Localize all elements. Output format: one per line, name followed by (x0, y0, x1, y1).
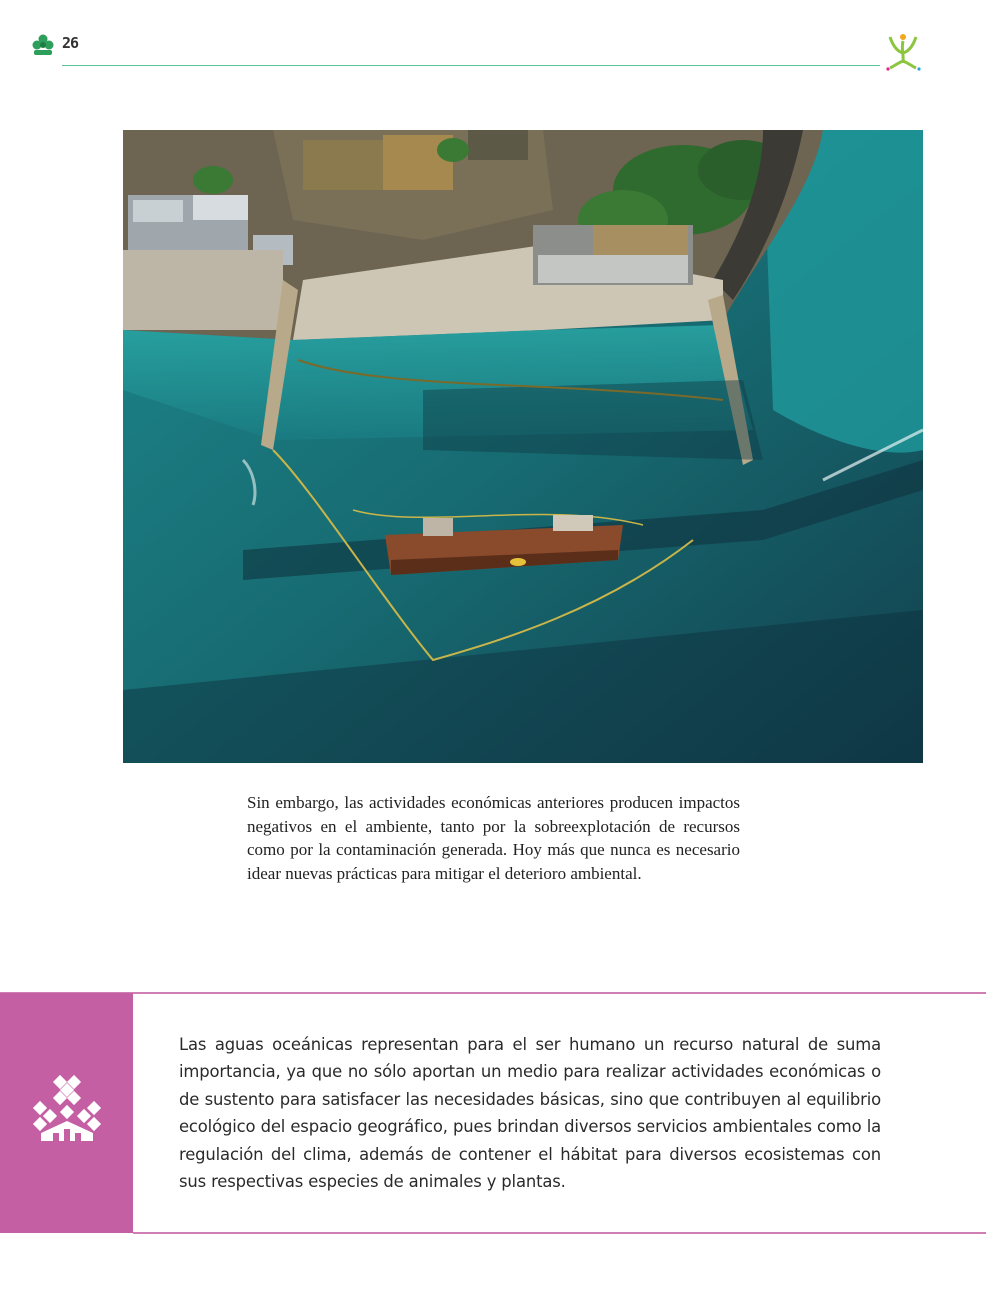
clover-flower-icon (31, 33, 55, 57)
photo-caption: Sin embargo, las actividades económicas anteriores producen impactos negativos en el ambiente, tanto por la sobreexplotación de recursos como por la contaminación generada. Hoy más que nunca es necesario idear nuevas prácticas para mitigar el deterioro ambiental. (247, 793, 740, 883)
decorative-flower-pattern-icon (31, 1073, 103, 1145)
info-box-bottom-border (133, 1232, 986, 1234)
aerial-shipwreck-photo (123, 130, 923, 763)
sprout-person-icon (884, 33, 924, 73)
page-number: 26 (62, 34, 79, 52)
info-box-sidebar (0, 993, 133, 1233)
header-divider (62, 65, 880, 66)
info-box-top-border (0, 992, 986, 994)
info-box-text: Las aguas oceánicas representan para el ser humano un recurso natural de suma importancia, ya que no sólo aportan un medio para realizar actividades económicas o de sustento para satisfacer las necesidades básicas, sino que contribuyen al equilibrio ecológico del espacio geográfico, pues brindan diversos servicios ambientales como la regulación del clima, además de contener el hábitat para diversos ecosistemas con sus respectivas especies de animales y plantas. (179, 1035, 881, 1192)
